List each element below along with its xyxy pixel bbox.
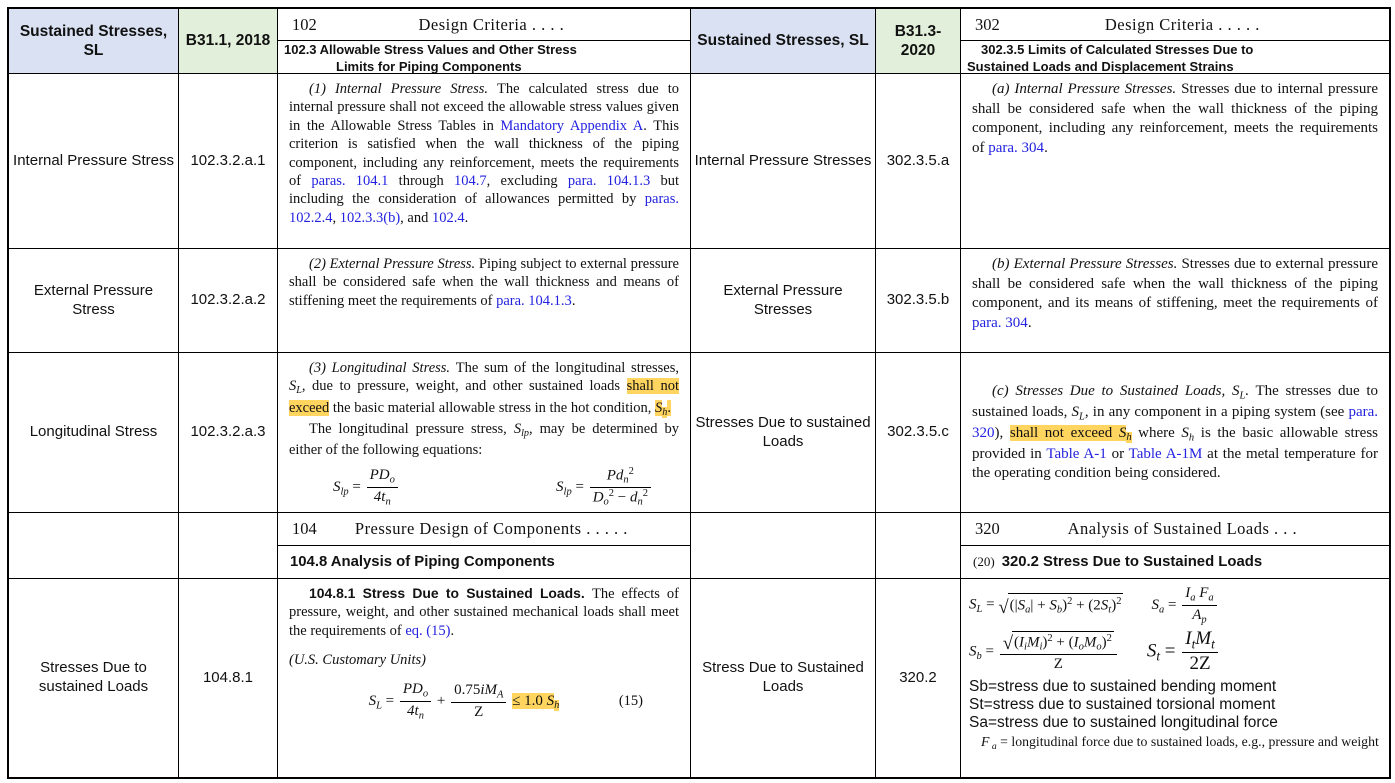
definition-st: St=stress due to sustained torsional moment: [969, 696, 1276, 714]
ref-sustained-b313: 302.3.5.c: [876, 353, 961, 513]
equation-number: (15): [618, 692, 643, 709]
equation-sb: $S_b$ = √ $(I_iM_i)^2 + (I_oM_o)^2$ Z: [969, 631, 1119, 673]
ref-link[interactable]: 102.4: [431, 209, 465, 226]
paragraph: (3) Longitudinal Stress. The sum of the longitudinal stresses, $S_L$, due to pressure, weight, and other sustained loads shall not exceed the basic material allowable stress in the hot condition, $S_h$.: [289, 360, 679, 418]
definition-sa: Sa=stress due to sustained longitudinal force: [969, 714, 1278, 732]
empty-cell: [9, 513, 179, 579]
header-code-b311: B31.1, 2018: [179, 9, 278, 74]
ref-link[interactable]: para. 104.1.3: [496, 292, 572, 309]
subsection-line: Sustained Loads and Displacement Strains: [967, 58, 1234, 74]
subsection-heading-102-3: [278, 41, 690, 74]
paragraph: (1) Internal Pressure Stress. The calculated stress due to internal pressure shall not exceed the allowable stress values given in the Allowable Stress Tables in Mandatory Appendix A. This criterion is satisfied when the wall thickness of the piping component, including any reinforcement, meets the requirements of paras. 104.1 through 104.7, excluding para. 104.1.3 but including the consideration of allowances permitted by paras. 102.2.4, 102.3.3(b), and 102.4.: [289, 81, 680, 226]
ref-link[interactable]: 104.7: [454, 173, 487, 190]
ref-link[interactable]: paras. 104.1: [311, 173, 389, 190]
text-sustained-b313: [961, 353, 1389, 513]
text-sustained-loads-b311: [278, 579, 691, 777]
topic-longitudinal-b311: Longitudinal Stress: [9, 353, 179, 513]
chapter-number: 102: [292, 14, 317, 34]
text-internal-b311: [278, 74, 691, 249]
topic-internal-b311: Internal Pressure Stress: [9, 74, 179, 249]
paragraph: (c) Stresses Due to Sustained Loads, $S_L$. The stresses due to sustained loads, $S_L$, in any component in a piping system (see para. 320), shall not exceed $S_h$ where $S_h$ is the basic allowable stress provided in Table A-1 or Table A-1M at the metal temperature for the operating condition being considered.: [972, 382, 1379, 481]
equation-line: [969, 584, 1381, 627]
topic-sustained-b313: Stresses Due to sustained Loads: [691, 353, 876, 513]
ref-link[interactable]: Table A-1M: [1128, 445, 1203, 462]
chapter-heading-104: [278, 513, 690, 546]
header-code-b313: B31.3-2020: [876, 9, 961, 74]
chapter-number: 302: [975, 14, 1000, 34]
section-heading-104: [278, 513, 691, 579]
equation-row: [289, 459, 679, 509]
ref-link[interactable]: para. 304: [988, 139, 1045, 156]
ref-internal-b313: 302.3.5.a: [876, 74, 961, 249]
paragraph: The longitudinal pressure stress, $S_{lp}$, may be determined by either of the following equations:: [289, 420, 679, 458]
subsection-line: 302.3.5 Limits of Calculated Stresses Due to: [981, 42, 1254, 57]
text-internal-b313: [961, 74, 1389, 249]
equation-15-row: [289, 680, 679, 723]
ref-link[interactable]: eq. (15): [405, 622, 451, 639]
chapter-title: Analysis of Sustained Loads . . .: [1067, 519, 1298, 538]
ref-internal-b311: 102.3.2.a.1: [179, 74, 278, 249]
paragraph: (b) External Pressure Stresses. Stresses due to external pressure shall be considered safe when the wall thickness of the piping component, and its means of stiffening, meet the requirements of para. 304.: [972, 256, 1378, 331]
section-heading-320: [961, 513, 1389, 579]
ref-link[interactable]: para. 320: [972, 403, 1378, 441]
subsection-line: Limits for Piping Components: [336, 58, 522, 74]
ref-external-b313: 302.3.5.b: [876, 249, 961, 353]
empty-cell: [179, 513, 278, 579]
text-external-b313: [961, 249, 1389, 353]
ref-sustained-loads-b311: 104.8.1: [179, 579, 278, 777]
chapter-title: Pressure Design of Components . . . . .: [354, 519, 628, 538]
paragraph: 104.8.1 Stress Due to Sustained Loads. The effects of pressure, weight, and other sustained mechanical loads shall meet the requirements of eq. (15).: [289, 585, 679, 639]
chapter-title: Design Criteria . . . .: [418, 14, 565, 34]
header-section-b313: [961, 9, 1389, 74]
header-section-b311: [278, 9, 691, 74]
equation-15: $S_L$ = $\frac{PD_o}{4t_n}$ + $\frac{0.75iM_A}{Z}$ ≤ 1.0 $S_h$: [368, 680, 560, 721]
subsection-heading-104-8: 104.8 Analysis of Piping Components: [290, 554, 555, 570]
subsection-heading-302-3-5: [961, 41, 1389, 74]
chapter-title: Design Criteria . . . . .: [1104, 14, 1260, 34]
ref-longitudinal-b311: 102.3.2.a.3: [179, 353, 278, 513]
chapter-number: 104: [292, 519, 317, 538]
chapter-heading-320: [961, 513, 1389, 546]
ref-link[interactable]: Mandatory Appendix A: [500, 117, 644, 134]
topic-sustained-loads-b313: Stress Due to Sustained Loads: [691, 579, 876, 777]
equation-slp-1: $S_{lp}$ = $\frac{PD_o}{4t_n}$: [333, 466, 400, 509]
equation-sa: $S_a$ = $\frac{I_a F_a}{A_p}$: [1151, 584, 1218, 627]
units-note: (U.S. Customary Units): [289, 652, 426, 669]
ref-320-2: 320.2: [876, 579, 961, 777]
empty-cell: [691, 513, 876, 579]
topic-external-b311: External Pressure Stress: [9, 249, 179, 353]
equations-sustained-b313: [961, 579, 1389, 777]
chapter-heading-302: [961, 9, 1389, 41]
chapter-heading-102: [278, 9, 690, 41]
equation-sl: $S_L$ = √ $(|S_a| + S_b)^2 + (2S_t)^2$: [969, 593, 1123, 617]
chapter-number: 320: [975, 519, 1000, 538]
ref-link[interactable]: 102.3.3(b): [339, 209, 401, 226]
empty-cell: [876, 513, 961, 579]
definition-sb: Sb=stress due to sustained bending moment: [969, 677, 1277, 695]
equation-line: [969, 628, 1381, 676]
header-topic-b313: Sustained Stresses, SL: [691, 9, 876, 74]
topic-internal-b313: Internal Pressure Stresses: [691, 74, 876, 249]
comparison-table: [7, 7, 1391, 779]
topic-sustained-b311: Stresses Due to sustained Loads: [9, 579, 179, 777]
ref-link[interactable]: para. 104.1.3: [567, 173, 651, 190]
paragraph: (a) Internal Pressure Stresses. Stresses due to internal pressure shall be considered safe when the wall thickness of the piping component, including any reinforcement, meets the requirements of para. 304.: [972, 81, 1379, 156]
text-longitudinal-b311: [278, 353, 691, 513]
subsection-line: 102.3 Allowable Stress Values and Other Stress: [284, 42, 577, 57]
header-topic-b311: Sustained Stresses, SL: [9, 9, 179, 74]
paragraph: (2) External Pressure Stress. Piping subject to external pressure shall be considered safe when the wall thickness and means of stiffening meet the requirements of para. 104.1.3.: [289, 256, 679, 309]
symbol-definitions: [969, 678, 1381, 733]
ref-link[interactable]: Table A-1: [1046, 445, 1107, 462]
ref-external-b311: 102.3.2.a.2: [179, 249, 278, 353]
subsection-heading-320-2: (20) 320.2 Stress Due to Sustained Loads: [973, 554, 1263, 570]
equation-slp-2: $S_{lp}$ = $\frac{Pd_n^2}{D_o^2 - d_n^2}$: [556, 466, 653, 509]
ref-link[interactable]: paras. 102.2.4: [289, 191, 679, 226]
topic-external-b313: External Pressure Stresses: [691, 249, 876, 353]
definition-fa: F $_a$ = longitudinal force due to sustained loads, e.g., pressure and weight: [981, 733, 1379, 752]
equation-st: $S_t$ = $\frac{I_tM_t}{2Z}$: [1147, 628, 1220, 676]
text-external-b311: [278, 249, 691, 353]
ref-link[interactable]: para. 304: [972, 314, 1028, 331]
